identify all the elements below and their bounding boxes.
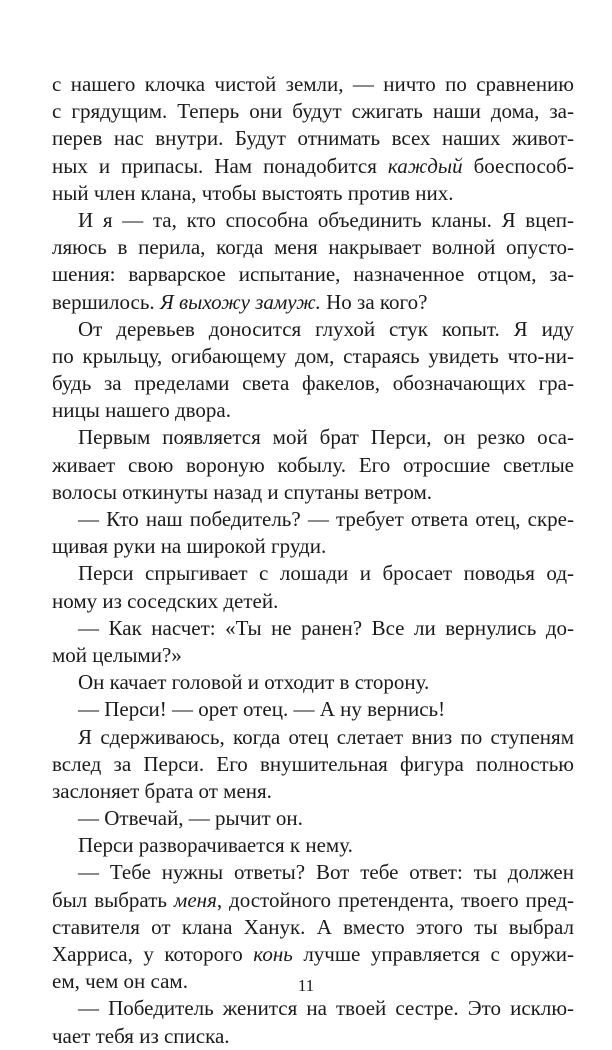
text-line: Он качает головой и отходит в сторону.	[78, 670, 430, 695]
text-line: заслоняет брата от меня.	[52, 778, 272, 803]
body-text	[52, 71, 574, 1050]
text-line: Перси разворачивается к нему.	[78, 833, 353, 858]
text-line: — Победитель женится на твоей сестре. Это исклю-	[78, 996, 574, 1021]
italic-emphasis: конь	[253, 942, 293, 966]
text-line: Харриса, у которого конь лучше управляется с оружи-	[52, 942, 574, 966]
text-line: От деревьев доносится глухой стук копыт. Я иду	[78, 316, 574, 341]
text-line: с нашего клочка чистой земли, — ничто по сравнению	[52, 72, 574, 96]
text-line: ному из соседских детей.	[52, 588, 279, 613]
text-line: ем, чем он сам.	[52, 969, 188, 994]
text-line: ставителя от клана Ханук. А вместо этого ты выбрал	[52, 914, 574, 939]
text-line: щивая руки на широкой груди.	[52, 534, 327, 559]
text-line: волосы откинуты назад и спутаны ветром.	[52, 479, 432, 504]
text-line: — Отвечай, — рычит он.	[78, 806, 303, 831]
text-line: — Кто наш победитель? — требует ответа отец, скре-	[78, 507, 574, 531]
text-line: живает свою вороную кобылу. Его отросшие светлые	[52, 452, 574, 477]
text-line: ницы нашего двора.	[52, 398, 231, 423]
italic-emphasis: каждый	[387, 153, 463, 178]
text-line: ляюсь в перила, когда меня накрывает волной опусто-	[52, 235, 574, 260]
text-line: шения: варварское испытание, назначенное отцом, за-	[52, 262, 574, 287]
text-line: перев нас внутри. Будут отнимать всех наших живот-	[52, 126, 574, 151]
text-line: — Как насчет: «Ты не ранен? Все ли вернулись до-	[78, 615, 574, 640]
text-line: Я сдерживаюсь, когда отец слетает вниз по ступеням	[78, 724, 574, 749]
text-line: ный член клана, чтобы выстоять против них.	[52, 180, 454, 205]
text-line: по крыльцу, огибающему дом, стараясь увидеть что-ни-	[52, 343, 574, 368]
text-line: будь за пределами света факелов, обозначающих гра-	[52, 371, 574, 396]
italic-emphasis: меня	[173, 887, 217, 912]
page-number: 11	[297, 976, 315, 995]
text-line: с грядущим. Теперь они будут сжигать наши дома, за-	[52, 99, 574, 124]
text-line: был выбрать меня, достойного претендента, твоего пред-	[52, 887, 574, 912]
text-line: мой целыми?»	[52, 642, 182, 667]
text-line: вслед за Перси. Его внушительная фигура полностью	[52, 751, 574, 776]
text-line: ных и припасы. Нам понадобится каждый боеспособ-	[52, 153, 574, 178]
text-line: — Тебе нужны ответы? Вот тебе ответ: ты должен	[78, 860, 574, 885]
text-line: — Перси! — орет отец. — А ну вернись!	[78, 697, 446, 722]
italic-emphasis: Я выхожу замуж.	[159, 289, 321, 314]
text-line: Первым появляется мой брат Перси, он резко оса-	[78, 425, 574, 450]
text-line: вершилось. Я выхожу замуж. Но за кого?	[52, 289, 428, 314]
text-line: чает тебя из списка.	[52, 1023, 230, 1048]
text-line: Перси спрыгивает с лошади и бросает поводья од-	[78, 561, 574, 586]
text-line: И я — та, кто способна объединить кланы. Я вцеп-	[78, 207, 574, 232]
